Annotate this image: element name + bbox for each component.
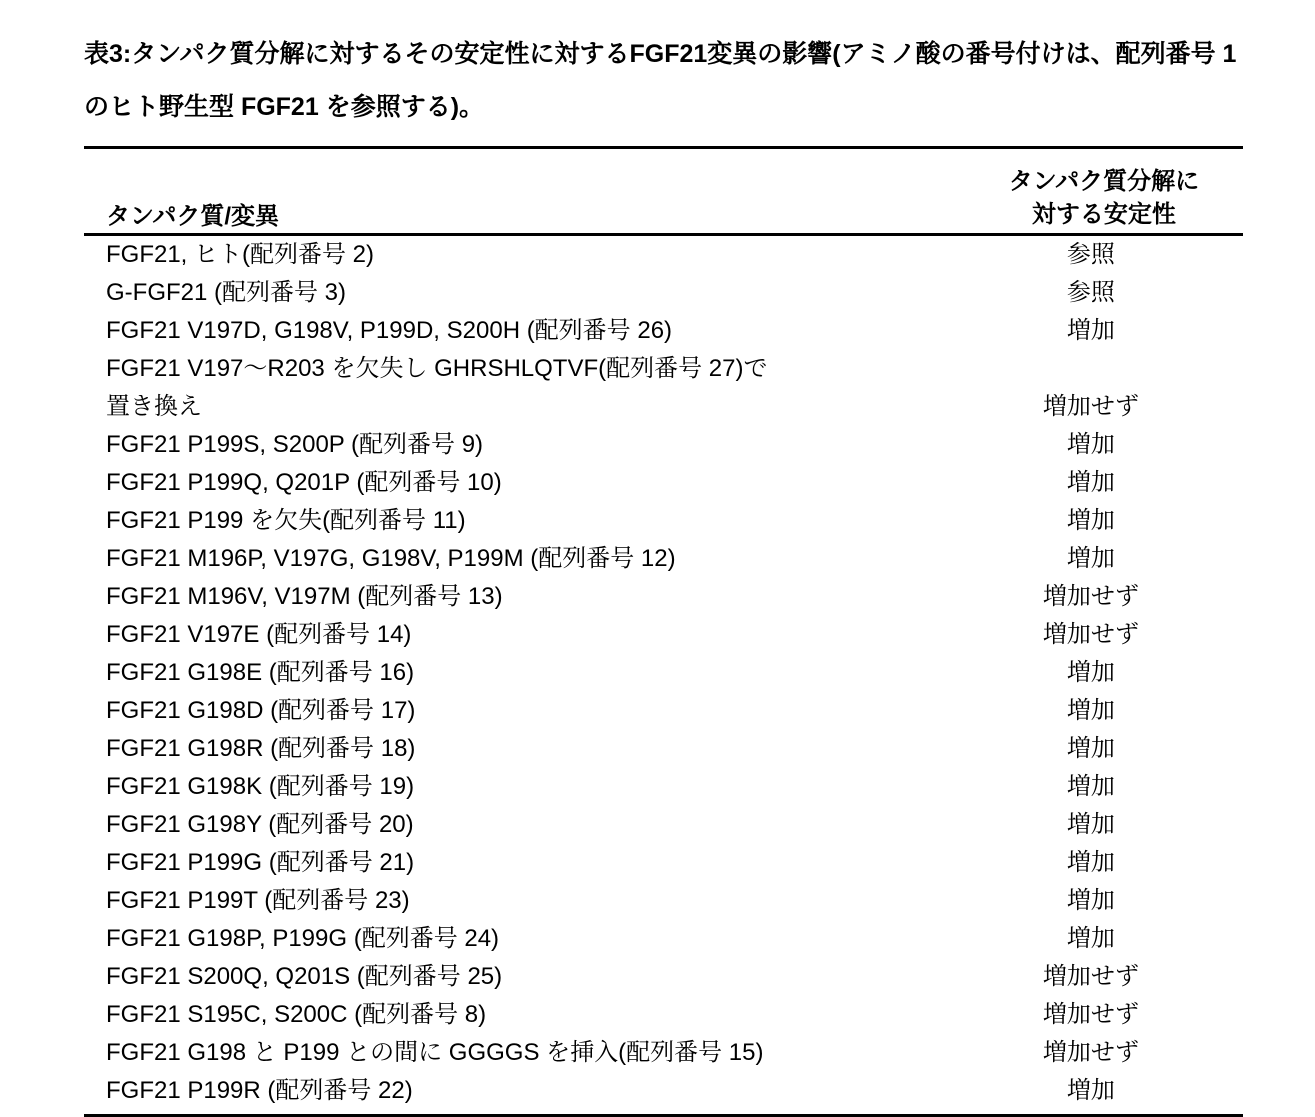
cell-stability: 増加 [1066,545,1115,572]
cell-protein-mutation: FGF21 M196V, V197M (配列番号 13) [106,583,503,610]
cell-protein-mutation: FGF21 P199S, S200P (配列番号 9) [106,431,484,458]
cell-stability: 増加 [1066,773,1115,800]
table-row [84,235,1243,275]
table-row [84,578,1243,616]
table-row [84,350,1243,426]
cell-stability: 増加せず [1042,583,1139,610]
table-caption [84,28,1243,134]
table-row [84,540,1243,578]
cell-stability: 増加 [1066,735,1115,762]
cell-protein-mutation: FGF21 P199G (配列番号 21) [106,849,415,876]
cell-protein-mutation: FGF21 S200Q, Q201S (配列番号 25) [106,963,503,990]
table-3 [84,146,1243,1114]
table-row [84,920,1243,958]
cell-stability: 増加 [1066,317,1115,344]
cell-protein-mutation: FGF21 P199T (配列番号 23) [106,887,410,914]
cell-stability: 増加 [1066,507,1115,534]
cell-protein-mutation: FGF21 V197D, G198V, P199D, S200H (配列番号 26) [106,317,673,344]
cell-stability: 増加 [1066,925,1115,952]
cell-protein-mutation: FGF21 G198P, P199G (配列番号 24) [106,925,500,952]
column-header-protein-mutation: タンパク質/変異 [84,148,965,235]
cell-protein-mutation: FGF21 M196P, V197G, G198V, P199M (配列番号 12) [106,545,676,572]
table-row [84,882,1243,920]
table-row [84,1034,1243,1072]
table-row [84,806,1243,844]
table-row [84,502,1243,540]
cell-stability: 増加 [1066,431,1115,458]
table-row [84,1072,1243,1114]
table-caption-label: 表3: [84,40,132,68]
cell-protein-mutation: FGF21 V197〜R203 を欠失し GHRSHLQTVF(配列番号 27)で 置き換え [106,355,768,420]
table-row [84,464,1243,502]
table-row [84,654,1243,692]
cell-stability: 参照 [1066,241,1115,268]
cell-protein-mutation: FGF21 G198Y (配列番号 20) [106,811,414,838]
table-row [84,730,1243,768]
cell-protein-mutation: G-FGF21 (配列番号 3) [106,279,347,306]
cell-stability: 増加 [1066,887,1115,914]
cell-stability: 増加せず [1042,963,1139,990]
cell-protein-mutation: FGF21 G198D (配列番号 17) [106,697,416,724]
cell-stability: 増加せず [1042,1039,1139,1066]
cell-protein-mutation: FGF21 G198R (配列番号 18) [106,735,416,762]
table-row [84,996,1243,1034]
cell-stability: 増加せず [1042,621,1139,648]
cell-stability: 増加 [1066,811,1115,838]
cell-protein-mutation: FGF21 P199 を欠失(配列番号 11) [106,507,466,534]
table-row [84,958,1243,996]
cell-protein-mutation: FGF21 P199Q, Q201P (配列番号 10) [106,469,502,496]
table-caption-text: タンパク質分解に対するその安定性に対するFGF21変異の影響(アミノ酸の番号付けは、配列番号 1 のヒト野生型 FGF21 を参照する)。 [84,40,1237,121]
cell-stability: 増加 [1066,697,1115,724]
cell-protein-mutation: FGF21 P199R (配列番号 22) [106,1077,413,1104]
table-header-row [84,148,1243,235]
table-row [84,768,1243,806]
cell-protein-mutation: FGF21 G198 と P199 との間に GGGGS を挿入(配列番号 15) [106,1039,764,1066]
cell-protein-mutation: FGF21 G198K (配列番号 19) [106,773,415,800]
cell-protein-mutation: FGF21 G198E (配列番号 16) [106,659,415,686]
cell-stability: 増加 [1066,1077,1115,1104]
table-row [84,312,1243,350]
cell-stability: 増加 [1066,469,1115,496]
cell-stability: 参照 [1066,279,1115,306]
cell-protein-mutation: FGF21, ヒト(配列番号 2) [106,241,375,268]
cell-stability: 増加せず [1042,393,1139,420]
cell-protein-mutation: FGF21 V197E (配列番号 14) [106,621,412,648]
table-head [84,148,1243,235]
table-body [84,235,1243,1115]
cell-protein-mutation: FGF21 S195C, S200C (配列番号 8) [106,1001,487,1028]
table-row [84,692,1243,730]
cell-stability: 増加 [1066,849,1115,876]
table-row [84,844,1243,882]
cell-stability: 増加せず [1042,1001,1139,1028]
table-row [84,426,1243,464]
table-row [84,616,1243,654]
table-row [84,274,1243,312]
cell-stability: 増加 [1066,659,1115,686]
column-header-stability: タンパク質分解に 対する安定性 [965,148,1243,235]
